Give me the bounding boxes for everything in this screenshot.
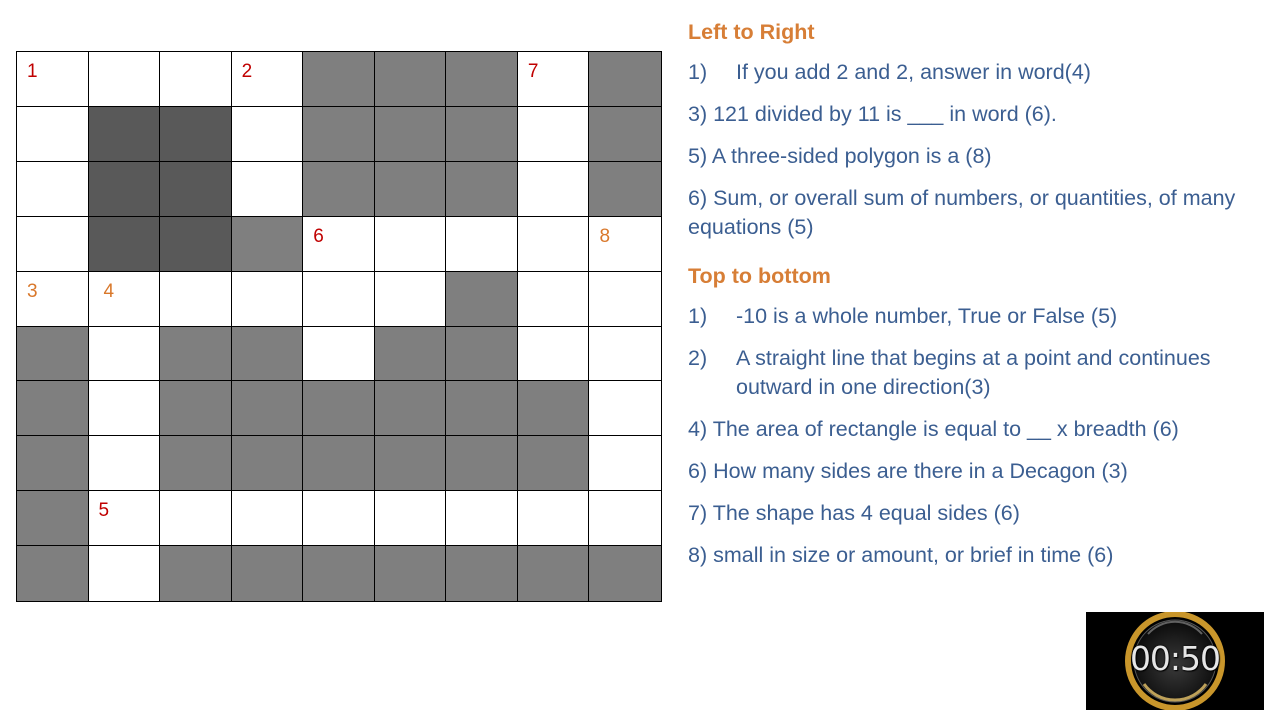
grid-cell-open[interactable] bbox=[303, 327, 375, 382]
clue-number-label: 4 bbox=[103, 280, 115, 302]
grid-cell-open[interactable] bbox=[518, 162, 590, 217]
clue-number: 2) bbox=[688, 346, 708, 370]
grid-cell-open[interactable] bbox=[17, 107, 89, 162]
clue-text: A straight line that begins at a point and continues outward in one direction(3) bbox=[736, 346, 1211, 399]
grid-cell-blocked bbox=[446, 546, 518, 601]
grid-cell-open[interactable] bbox=[89, 52, 161, 107]
grid-cell-blocked bbox=[232, 546, 304, 601]
grid-cell-blocked bbox=[303, 52, 375, 107]
grid-cell-blocked bbox=[518, 436, 590, 491]
grid-cell-blocked bbox=[446, 381, 518, 436]
grid-cell-open[interactable] bbox=[17, 52, 89, 107]
clue-number-label: 5 bbox=[98, 500, 110, 522]
grid-cell-open[interactable] bbox=[160, 52, 232, 107]
down-clue-8: 8) small in size or amount, or brief in time (6) bbox=[688, 543, 1114, 567]
grid-cell-blocked bbox=[375, 52, 447, 107]
grid-cell-blocked bbox=[589, 162, 661, 217]
grid-cell-open[interactable] bbox=[232, 162, 304, 217]
grid-cell-open[interactable] bbox=[375, 217, 447, 272]
grid-cell-blocked bbox=[17, 381, 89, 436]
clue-number-label: 1 bbox=[27, 61, 38, 82]
clue-number-label: 2 bbox=[241, 61, 253, 82]
grid-cell-blocked bbox=[446, 162, 518, 217]
down-clue-2 bbox=[688, 344, 1268, 402]
grid-cell-open[interactable] bbox=[17, 217, 89, 272]
grid-cell-blocked bbox=[518, 546, 590, 601]
across-clue-5: 5) A three-sided polygon is a (8) bbox=[688, 144, 992, 168]
grid-cell-blocked bbox=[89, 217, 161, 272]
grid-cell-blocked bbox=[446, 327, 518, 382]
across-clue-6: 6) Sum, or overall sum of numbers, or quantities, of many equations (5) bbox=[688, 186, 1236, 239]
grid-cell-blocked bbox=[303, 436, 375, 491]
grid-cell-blocked bbox=[160, 381, 232, 436]
grid-cell-open[interactable] bbox=[232, 491, 304, 546]
grid-cell-blocked bbox=[232, 327, 304, 382]
grid-cell-blocked bbox=[160, 217, 232, 272]
grid-cell-open[interactable] bbox=[17, 162, 89, 217]
grid-cell-blocked bbox=[17, 327, 89, 382]
grid-cell-blocked bbox=[303, 162, 375, 217]
grid-cell-blocked bbox=[160, 436, 232, 491]
grid-cell-open[interactable] bbox=[375, 272, 447, 327]
grid-cell-open[interactable] bbox=[589, 327, 661, 382]
grid-cell-blocked bbox=[375, 162, 447, 217]
grid-cell-blocked bbox=[375, 381, 447, 436]
timer-display: 00:50 bbox=[1129, 639, 1221, 678]
grid-cell-open[interactable] bbox=[589, 491, 661, 546]
clue-number-label: 8 bbox=[599, 225, 611, 247]
grid-cell-open[interactable] bbox=[518, 217, 590, 272]
clue-number-label: 7 bbox=[527, 61, 539, 82]
clue-number: 1) bbox=[688, 304, 708, 328]
grid-cell-open[interactable] bbox=[232, 272, 304, 327]
grid-cell-open[interactable] bbox=[89, 546, 161, 601]
clues-panel bbox=[688, 20, 1268, 570]
grid-cell-blocked bbox=[303, 546, 375, 601]
grid-cell-open[interactable] bbox=[446, 491, 518, 546]
grid-cell-blocked bbox=[589, 52, 661, 107]
grid-cell-open[interactable] bbox=[589, 272, 661, 327]
clue-text: -10 is a whole number, True or False (5) bbox=[736, 304, 1118, 328]
grid-cell-blocked bbox=[89, 107, 161, 162]
grid-cell-blocked bbox=[589, 546, 661, 601]
grid-cell-blocked bbox=[303, 107, 375, 162]
grid-cell-open[interactable] bbox=[17, 272, 89, 327]
clue-text: If you add 2 and 2, answer in word(4) bbox=[736, 60, 1091, 84]
grid-cell-open[interactable] bbox=[589, 381, 661, 436]
down-clue-6: 6) How many sides are there in a Decagon (3) bbox=[688, 459, 1128, 483]
grid-cell-open[interactable] bbox=[89, 327, 161, 382]
grid-cell-blocked bbox=[89, 162, 161, 217]
grid-cell-open[interactable] bbox=[518, 107, 590, 162]
across-clue-1 bbox=[688, 58, 1268, 87]
grid-cell-blocked bbox=[375, 546, 447, 601]
crossword-grid bbox=[16, 51, 662, 602]
grid-cell-blocked bbox=[518, 381, 590, 436]
down-clue-1 bbox=[688, 302, 1268, 331]
grid-cell-blocked bbox=[160, 162, 232, 217]
grid-cell-open[interactable] bbox=[303, 217, 375, 272]
grid-cell-blocked bbox=[446, 107, 518, 162]
grid-cell-blocked bbox=[160, 107, 232, 162]
grid-cell-open[interactable] bbox=[518, 52, 590, 107]
grid-cell-blocked bbox=[375, 107, 447, 162]
grid-cell-blocked bbox=[446, 436, 518, 491]
grid-cell-open[interactable] bbox=[589, 436, 661, 491]
grid-cell-open[interactable] bbox=[160, 491, 232, 546]
grid-cell-blocked bbox=[17, 491, 89, 546]
grid-cell-blocked bbox=[303, 381, 375, 436]
grid-cell-open[interactable] bbox=[89, 491, 161, 546]
grid-cell-open[interactable] bbox=[89, 272, 161, 327]
down-heading: Top to bottom bbox=[688, 264, 831, 288]
grid-cell-open[interactable] bbox=[589, 217, 661, 272]
down-clue-4: 4) The area of rectangle is equal to __ x breadth (6) bbox=[688, 417, 1179, 441]
grid-cell-open[interactable] bbox=[303, 272, 375, 327]
grid-cell-blocked bbox=[589, 107, 661, 162]
grid-cell-open[interactable] bbox=[89, 381, 161, 436]
grid-cell-open[interactable] bbox=[160, 272, 232, 327]
grid-cell-blocked bbox=[232, 217, 304, 272]
grid-cell-blocked bbox=[375, 436, 447, 491]
grid-cell-blocked bbox=[17, 436, 89, 491]
clue-number-label: 3 bbox=[27, 280, 38, 302]
grid-cell-open[interactable] bbox=[518, 272, 590, 327]
grid-cell-blocked bbox=[160, 327, 232, 382]
grid-cell-blocked bbox=[17, 546, 89, 601]
grid-cell-open[interactable] bbox=[518, 327, 590, 382]
countdown-timer bbox=[1086, 612, 1264, 710]
grid-cell-open[interactable] bbox=[375, 491, 447, 546]
clue-number-label: 6 bbox=[313, 225, 324, 247]
grid-cell-blocked bbox=[446, 52, 518, 107]
grid-cell-blocked bbox=[446, 272, 518, 327]
across-clue-3: 3) 121 divided by 11 is ___ in word (6). bbox=[688, 102, 1057, 126]
grid-cell-open[interactable] bbox=[303, 491, 375, 546]
grid-cell-blocked bbox=[160, 546, 232, 601]
grid-cell-open[interactable] bbox=[446, 217, 518, 272]
across-heading: Left to Right bbox=[688, 20, 815, 44]
grid-cell-blocked bbox=[375, 327, 447, 382]
grid-cell-open[interactable] bbox=[89, 436, 161, 491]
grid-cell-blocked bbox=[232, 436, 304, 491]
down-clue-7: 7) The shape has 4 equal sides (6) bbox=[688, 501, 1020, 525]
grid-cell-open[interactable] bbox=[518, 491, 590, 546]
grid-cell-blocked bbox=[232, 381, 304, 436]
grid-cell-open[interactable] bbox=[232, 107, 304, 162]
clue-number: 1) bbox=[688, 60, 708, 84]
grid-cell-open[interactable] bbox=[232, 52, 304, 107]
